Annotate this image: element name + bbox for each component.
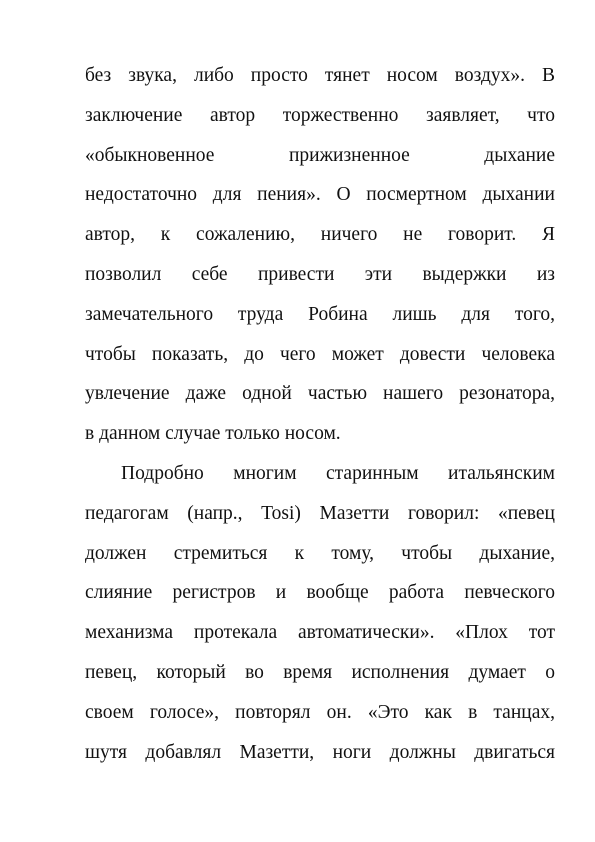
text-line: должен стремиться к тому, чтобы дыхание, [85, 542, 555, 564]
text-line: замечательного труда Робина лишь для того, [85, 303, 555, 325]
text-line: педагогам (напр., Tosi) Мазетти говорил: «певец [85, 502, 555, 524]
text-line: своем голосе», повторял он. «Это как в танцах, [85, 701, 555, 723]
text-line: шутя добавлял Мазетти, ноги должны двигаться [85, 741, 555, 763]
paragraph-1 [85, 56, 555, 454]
text-line: слияние регистров и вообще работа певческого [85, 582, 555, 604]
text-line: «обыкновенное прижизненное дыхание [85, 144, 555, 166]
text-line: автор, к сожалению, ничего не говорит. Я [85, 224, 555, 246]
text-line: певец, который во время исполнения думает о [85, 661, 555, 683]
text-line: заключение автор торжественно заявляет, что [85, 104, 555, 126]
text-line: в данном случае только носом. [85, 423, 341, 445]
text-line: позволил себе привести эти выдержки из [85, 263, 555, 285]
body-text [85, 56, 555, 772]
text-line: чтобы показать, до чего может довести человека [85, 343, 555, 365]
text-line: недостаточно для пения». О посмертном дыхании [85, 184, 555, 206]
text-line: механизма протекала автоматически». «Плох тот [85, 622, 555, 644]
text-line: Подробно многим старинным итальянским [121, 462, 555, 484]
paragraph-2 [85, 454, 555, 772]
text-line: увлечение даже одной частью нашего резонатора, [85, 383, 555, 405]
text-line: без звука, либо просто тянет носом воздух». В [85, 65, 555, 86]
